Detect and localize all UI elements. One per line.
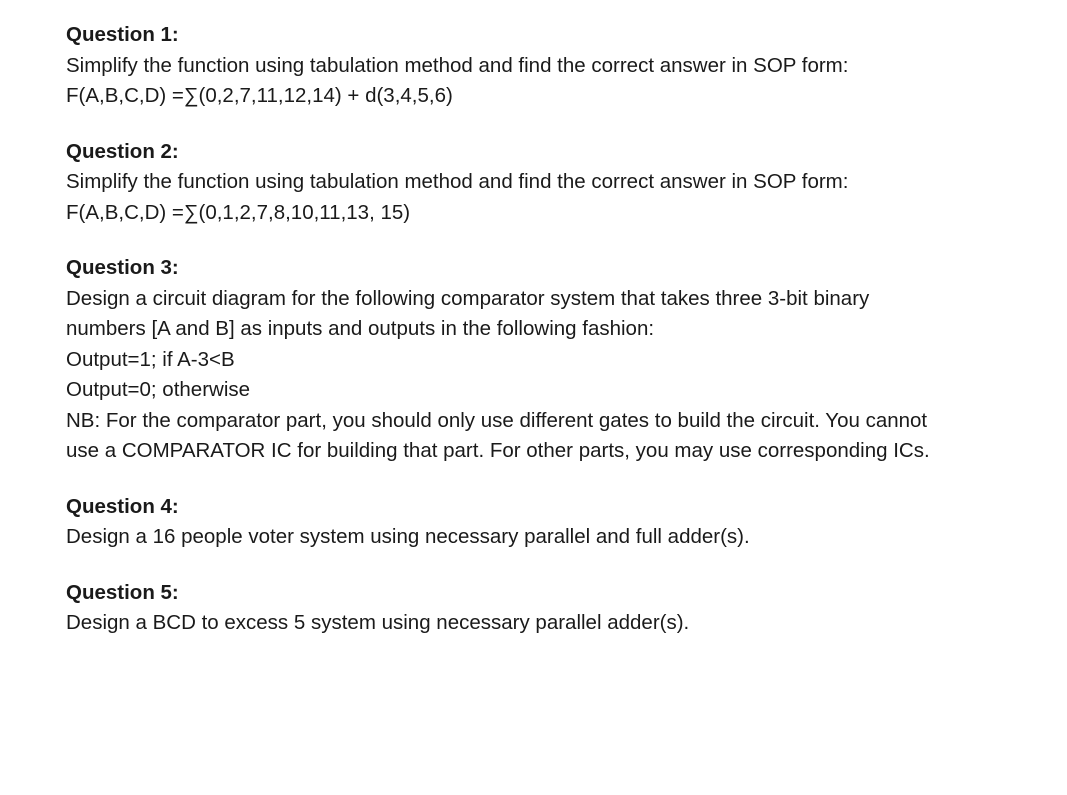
question-4-title: Question 4: (66, 494, 179, 518)
question-3 (66, 253, 1056, 467)
question-2 (66, 137, 1056, 229)
question-1-line-2: F(A,B,C,D) =∑(0,2,7,11,12,14) + d(3,4,5,6) (66, 84, 453, 107)
question-5-line-1: Design a BCD to excess 5 system using necessary parallel adder(s). (66, 611, 690, 634)
question-4-line-1: Design a 16 people voter system using necessary parallel and full adder(s). (66, 525, 750, 548)
question-3-line-3: Output=1; if A-3<B (66, 347, 235, 371)
question-2-line-1: Simplify the function using tabulation method and find the correct answer in SOP form: (66, 170, 849, 193)
question-2-line-2: F(A,B,C,D) =∑(0,1,2,7,8,10,11,13, 15) (66, 200, 411, 224)
question-3-line-1: Design a circuit diagram for the following comparator system that takes three 3-bit binary (66, 286, 870, 310)
question-5-title: Question 5: (66, 580, 179, 604)
question-3-line-2: numbers [A and B] as inputs and outputs in the following fashion: (66, 317, 655, 340)
question-3-title: Question 3: (66, 256, 179, 279)
question-4 (66, 492, 1056, 553)
question-2-title: Question 2: (66, 139, 179, 163)
question-5 (66, 578, 1056, 639)
question-3-line-4: Output=0; otherwise (66, 378, 251, 401)
question-1 (66, 20, 1056, 112)
document-page (66, 20, 1056, 664)
question-1-line-1: Simplify the function using tabulation method and find the correct answer in SOP form: (66, 53, 849, 77)
question-1-title: Question 1: (66, 23, 179, 46)
question-3-line-6: use a COMPARATOR IC for building that part. For other parts, you may use corresponding ICs. (66, 439, 930, 462)
question-3-line-5: NB: For the comparator part, you should only use different gates to build the circuit. You cannot (66, 408, 928, 432)
